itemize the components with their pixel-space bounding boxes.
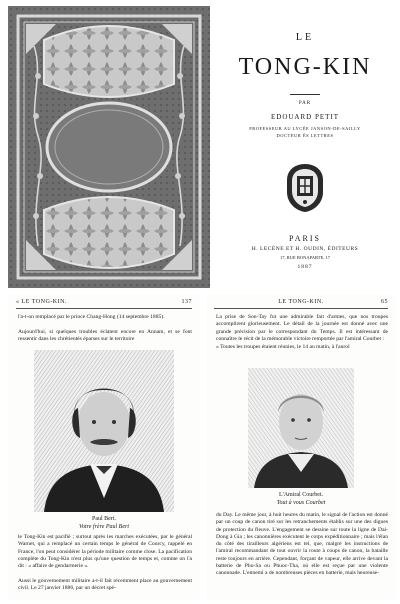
title-divider <box>290 94 320 95</box>
running-head-title: « LE TONG-KIN. <box>16 299 67 305</box>
paragraph: « Toutes les troupes étaient réunies, le 14 au matin, à l'aurol <box>216 344 350 350</box>
portrait-caption: L'Amiral Courbet. <box>278 492 324 498</box>
portrait-signature: Votre frère Paul Bert <box>78 524 130 530</box>
left-page <box>8 294 200 600</box>
running-head-title: LE TONG-KIN. <box>278 299 324 305</box>
publisher-address: 17, RUE BONAPARTE, 17 <box>280 255 330 260</box>
title-page <box>214 6 396 288</box>
portrait-amiral-courbet <box>248 368 354 488</box>
publication-year: 1887 <box>297 264 313 270</box>
author-credentials-2: DOCTEUR ÈS LETTRES <box>276 133 334 138</box>
page-number: 137 <box>181 299 192 305</box>
by-label: PAR <box>298 101 312 106</box>
right-running-head <box>214 299 388 309</box>
paragraph: l'a-t-on remplacé par le prince Chang-Hong (14 septembre 1885). <box>18 314 165 320</box>
paragraph: le Tong-Kin est pacifié ; surtout après les marches exécutées, par le général Warnet, qui a remplacé un certain temps le général de Courcy, rappelé en France, l'on peut considérer la période militaire comme close. La pacification complète du Tong-Kin n'est plus qu'une question de temps et, comme on l'a dit : « affaire de gendarmerie ». <box>18 534 192 570</box>
paragraph: La prise de Son-Tay fut une admirable fait d'armes, que nos troupes accomplirent glorieusement. Le détail de la journée est donné avec une grande précision par le correspondant du Temps. Il est intéressant de connaître le récit de la mémorable victoire remportée par l'amiral Courbet : <box>216 314 388 342</box>
paragraph: Aujourd'hui, si quelques troubles éclatent encore en Annam, et se font ressentir dans les chrétientés éparses sur le territoire <box>18 329 192 343</box>
author-credentials-1: PROFESSEUR AU LYCÉE JANSON-DE-SAILLY <box>249 126 361 131</box>
publisher-name: H. LECÈNE ET H. OUDIN, ÉDITEURS <box>251 246 359 252</box>
left-running-head <box>16 299 192 309</box>
portrait-paul-bert <box>34 350 174 512</box>
paragraph: Aussi le gouvernement militaire a-t-il fait récemment place au gouvernement civil. Le 27 janvier 1886, par un décret spé- <box>18 578 192 592</box>
title-article: LE <box>295 32 315 43</box>
book-title: TONG-KIN <box>238 54 372 80</box>
author-name: EDOUARD PETIT <box>270 113 340 121</box>
paragraph: du Day. Le même jour, à huit heures du matin, le signal de l'action est donné par un coup de canon tiré sur les retranchements établis sur une des digues de protection du fleuve. L'engagement se dessine sur toute la ligne de Dai-Dong à Gia ; les canonnières exécutent le corps expéditionnaire ; mais l'élan du côté des tirailleurs algériens est tel, que, malgré les instructions de l'amiral recommandant de tout ouvrir la route à coups de canon, la bataille reste toujours en arrière. Cependant, forçant de vapeur, elle arrive devant la batterie de Phu-Sa ou Phuoc-Tha, où elle est reçue par une violente canonnade. L'ennemi a de nombreuses pièces en batterie, mais heureuse- <box>216 512 388 577</box>
page-number: 65 <box>381 299 388 305</box>
publication-city: PARIS <box>289 234 321 243</box>
right-page <box>206 294 396 600</box>
ornamental-cover-pattern <box>8 6 210 288</box>
book-cover-image <box>8 6 210 288</box>
portrait-caption: Paul Bert. <box>92 516 116 522</box>
publisher-emblem-icon <box>283 162 327 214</box>
portrait-signature: Tout à vous Courbet <box>276 500 326 506</box>
